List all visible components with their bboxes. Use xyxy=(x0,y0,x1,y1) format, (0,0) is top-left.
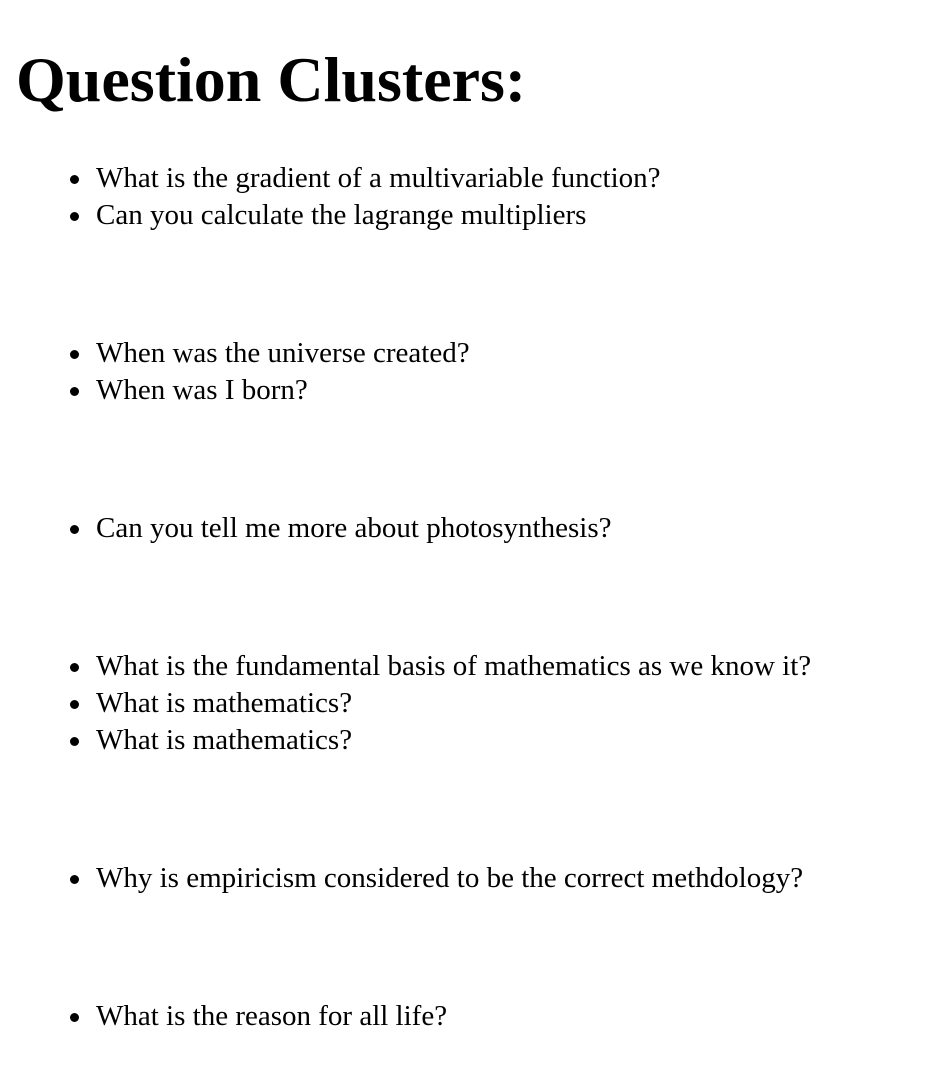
question-item: What is mathematics? xyxy=(96,685,811,722)
question-item: What is the gradient of a multivariable function? xyxy=(96,160,661,197)
question-item: What is mathematics? xyxy=(96,722,811,759)
page-title: Question Clusters: xyxy=(16,44,527,115)
question-item: Why is empiricism considered to be the correct methdology? xyxy=(96,860,803,897)
question-cluster-4 xyxy=(96,648,811,759)
question-item: What is the reason for all life? xyxy=(96,998,447,1035)
question-item: Can you tell me more about photosynthesis? xyxy=(96,510,611,547)
question-item: What is the fundamental basis of mathematics as we know it? xyxy=(96,648,811,685)
question-item: When was I born? xyxy=(96,372,470,409)
question-item: When was the universe created? xyxy=(96,335,470,372)
question-cluster-6 xyxy=(96,998,447,1035)
question-cluster-1 xyxy=(96,160,661,234)
question-cluster-3 xyxy=(96,510,611,547)
question-item: Can you calculate the lagrange multipliers xyxy=(96,197,661,234)
question-cluster-2 xyxy=(96,335,470,409)
question-cluster-5 xyxy=(96,860,803,897)
